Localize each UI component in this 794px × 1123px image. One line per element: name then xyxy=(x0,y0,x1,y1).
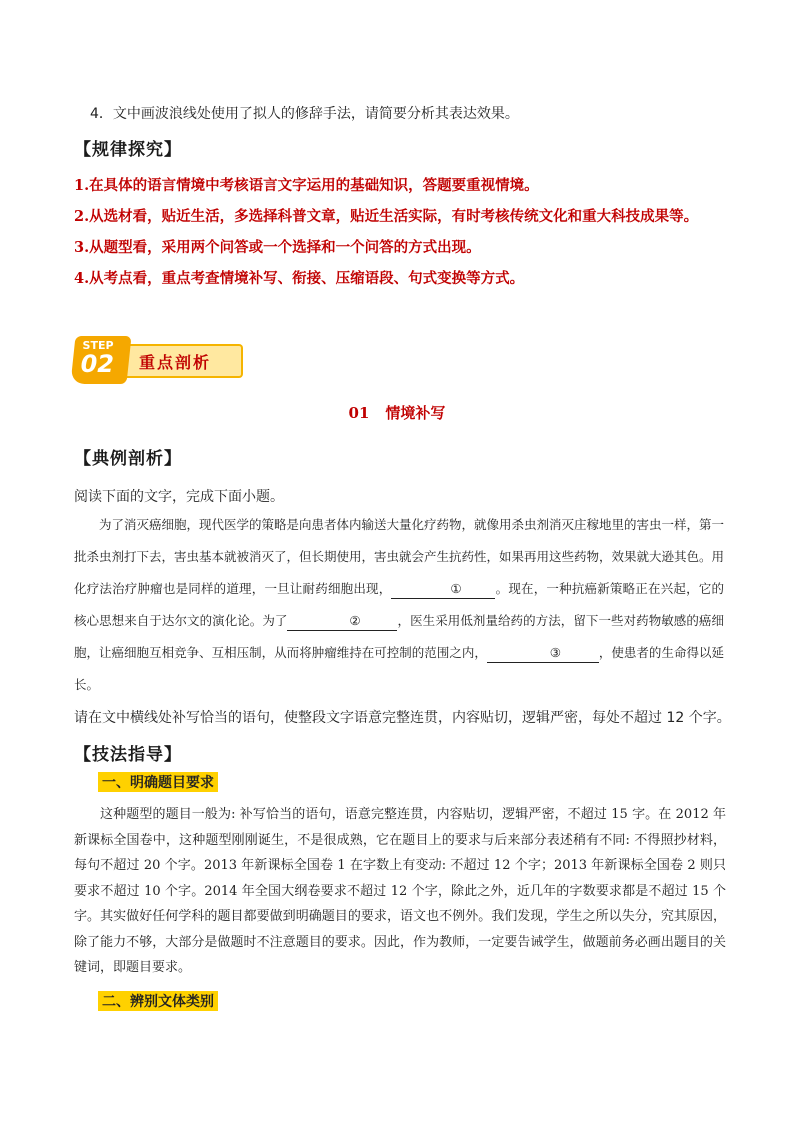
example-heading: 【典例剖析】 xyxy=(74,449,182,469)
question-4: 4．文中画波浪线处使用了拟人的修辞手法，请简要分析其表达效果。 xyxy=(90,106,519,122)
example-intro: 阅读下面的文字，完成下面小题。 xyxy=(74,489,284,505)
blank-1: ① xyxy=(391,580,495,599)
guide-subheading-1 xyxy=(98,772,218,792)
rule-item: 4.从考点看，重点考查情境补写、衔接、压缩语段、句式变换等方式。 xyxy=(74,270,525,287)
highlight-label: 二、辨别文体类别 xyxy=(98,991,218,1011)
passage-text: ，医生采用低剂量给药的方法，留下一些对药物敏感的癌细胞，让癌细胞互相竞争、互相压制，从而将肿瘤维持在可控制的范围之内， xyxy=(74,613,724,660)
rules-list xyxy=(74,170,734,294)
guide-heading: 【技法指导】 xyxy=(74,745,182,765)
blank-3: ③ xyxy=(487,644,599,663)
rule-item: 2.从选材看，贴近生活，多选择科普文章，贴近生活实际，有时考核传统文化和重大科技成果等。 xyxy=(74,208,699,225)
passage-text: 为了消灭癌细胞，现代医学的策略是向患者体内输送大量化疗药物，就像用杀虫剂消灭庄稼地里的害虫一样，第一批杀虫剂打下去，害虫基本就被消灭了，但长期使用，害虫就会产生抗药性，如果再用这些药物，效果就大逊其色。用化疗法治疗肿瘤也是同样的道理，一旦让耐药细胞出现， xyxy=(74,517,725,596)
step-title-bar xyxy=(123,344,243,378)
guide-subheading-2 xyxy=(98,991,218,1011)
step-label: STEP xyxy=(82,339,114,352)
step-banner xyxy=(73,336,243,388)
passage-text: 。现在，一种抗癌新策略正在兴起，它的核心思想来自于达尔文的演化论。为了 xyxy=(74,581,724,628)
passage-text: ，使患者的生命得以延长。 xyxy=(74,645,724,692)
rules-heading: 【规律探究】 xyxy=(74,140,182,160)
section-name: 情境补写 xyxy=(385,404,446,422)
rule-item: 1.在具体的语言情境中考核语言文字运用的基础知识，答题要重视情境。 xyxy=(74,177,539,194)
guide-paragraph-text: 这种题型的题目一般为: 补写恰当的语句，语意完整连贯，内容贴切，逻辑严密，不超过 15 字。在 2012 年新课标全国卷中，这种题型刚刚诞生，不是很成熟，它在题目上的要求与后来部分表述稍有不同: 不得照抄材料，每句不超过 20 个字。2013 年新课标全国卷 1 在字数上有变动: 不超过 12 个字；2013 年新课标全国卷 2 则只要求不超过 10 个字。2014 年全国大纲卷要求不超过 12 个字，除此之外，近几年的字数要求都是不超过 15 个字。其实做好任何学科的题目都要做到明确题目的要求，语文也不例外。我们发现，学生之所以失分，究其原因，除了能力不够，大部分是做题时不注意题目的要求。因此，作为教师，一定要告诫学生，做题前务必画出题目的关键词，即题目要求。 xyxy=(74,807,726,975)
highlight-label: 一、明确题目要求 xyxy=(98,772,218,792)
example-instruction: 请在文中横线处补写恰当的语句，使整段文字语意完整连贯，内容贴切，逻辑严密，每处不超过 12 个字。 xyxy=(74,710,731,726)
reading-passage xyxy=(74,509,724,701)
guide-paragraph xyxy=(74,802,726,981)
passage-paragraph xyxy=(74,509,724,701)
blank-2: ② xyxy=(287,612,397,631)
step-title: 重点剖析 xyxy=(139,353,212,372)
rule-item: 3.从题型看，采用两个问答或一个选择和一个问答的方式出现。 xyxy=(74,239,481,256)
section-title xyxy=(0,402,794,423)
step-number: 02 xyxy=(80,350,114,378)
section-number: 01 xyxy=(348,404,370,422)
step-badge xyxy=(70,336,131,384)
